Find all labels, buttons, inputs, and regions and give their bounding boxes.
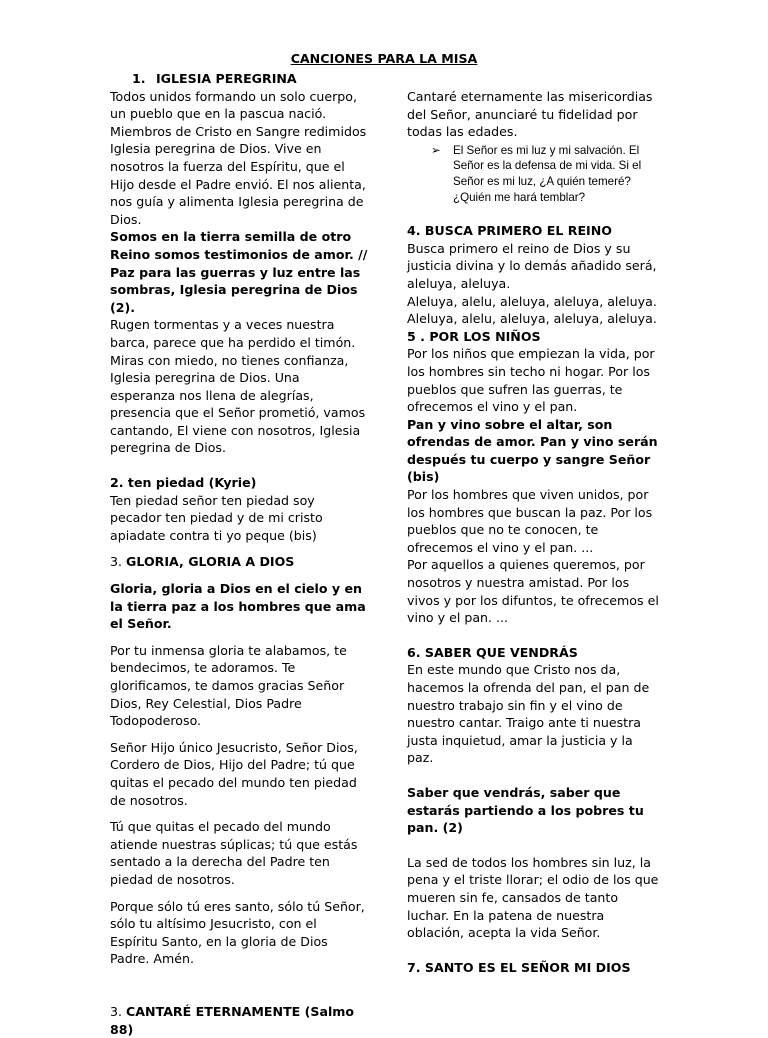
song-3-chorus: Gloria, gloria a Dios en el cielo y en la tierra paz a los hombres que ama el Señor. (110, 581, 366, 632)
song-3-title: GLORIA, GLORIA A DIOS (126, 554, 295, 570)
song-1-heading (110, 70, 368, 88)
right-column (407, 88, 661, 976)
song-3b-title: CANTARÉ ETERNAMENTE (Salmo 88) (110, 1003, 355, 1037)
song-3-verse-2: Señor Hijo único Jesucristo, Señor Dios, Cordero de Dios, Hijo del Padre; tú que quitas el pecado del mundo ten piedad de nosotros. (110, 739, 358, 808)
song-2-verse: Ten piedad señor ten piedad soy pecador ten piedad y de mi cristo apiadate contra ti yo peque (bis) (110, 492, 323, 543)
song-5-title: 5 . POR LOS NIÑOS (407, 328, 541, 344)
song-6-title: 6. SABER QUE VENDRÁS (407, 644, 578, 660)
song-1-chorus: Somos en la tierra semilla de otro Reino somos testimonios de amor. // Paz para las guerras y luz entre las sombras, Iglesia peregrina de Dios (2). (110, 229, 368, 315)
song-6-verse-2: La sed de todos los hombres sin luz, la pena y el triste llorar; el odio de los que mueren sin fe, cansados de tanto luchar. En la patena de nuestra oblación, acepta la vida Señor. (407, 854, 659, 941)
song-2-title: 2. ten piedad (Kyrie) (110, 475, 257, 491)
page-title: CANCIONES PARA LA MISA (290, 51, 478, 66)
song-6-verse-1: En este mundo que Cristo nos da, hacemos la ofrenda del pan, el pan de nuestro trabajo sin fin y el vino de nuestro cantar. Traigo ante ti nuestra justa inquietud, amar la justicia y la paz. (407, 662, 650, 766)
song-3-heading (110, 553, 368, 571)
song-4-alleluia-1: Aleluya, alelu, aleluya, aleluya, aleluya. (407, 293, 657, 309)
song-3-number: 3. (110, 554, 123, 570)
cantare-bullet (407, 143, 661, 205)
song-5-verse-2: Por los hombres que viven unidos, por los hombres que buscan la paz. Por los pueblos que no te conocen, te ofrecemos el vino y el pan. ... (407, 487, 653, 555)
song-3-verse-3: Tú que quitas el pecado del mundo atiende nuestras súplicas; tú que estás sentado a la derecha del Padre ten piedad de nosotros. (110, 819, 358, 887)
song-5-verse-1: Por los niños que empiezan la vida, por los hombres sin techo ni hogar. Por los pueblos que sufren las guerras, te ofrecemos el vino y el pan. (407, 346, 655, 415)
song-4-verse: Busca primero el reino de Dios y su justicia divina y lo demás añadido será, aleluya, aleluya. (407, 240, 657, 291)
song-3-verse-4: Porque sólo tú eres santo, sólo tú Señor, sólo tu altísimo Jesucristo, con el Espíritu Santo, en la gloria de Dios Padre. Amén. (110, 898, 365, 967)
left-column (110, 70, 368, 1038)
song-1-title: IGLESIA PEREGRINA (156, 71, 297, 86)
song-5-verse-3: Por aquellos a quienes queremos, por nosotros y nuestra amistad. Por los vivos y por los difuntos, te ofrecemos el vino y el pan. ... (407, 557, 659, 626)
song-6-chorus: Saber que vendrás, saber que estarás partiendo a los pobres tu pan. (2) (407, 784, 644, 836)
song-3-verse-1: Por tu inmensa gloria te alabamos, te bendecimos, te adoramos. Te glorificamos, te damos gracias Señor Dios, Rey Celestial, Dios Padre Todopoderoso. (110, 642, 347, 729)
song-4-title: 4. BUSCA PRIMERO EL REINO (407, 223, 612, 239)
song-1-verse-1: Todos unidos formando un solo cuerpo, un pueblo que en la pascua nació. Miembros de Cristo en Sangre redimidos Iglesia peregrina de Dios. Vive en nosotros la fuerza del Espíritu, que el Hijo desde el Padre envió. El nos alienta, nos guía y alimenta Iglesia peregrina de Dios. (110, 88, 367, 227)
song-1-number: 1. (132, 71, 146, 86)
song-3b-heading (110, 1003, 368, 1038)
song-3b-number: 3. (110, 1003, 123, 1019)
song-4-alleluia-2: Aleluya, alelu, aleluya, aleluya, aleluya. (407, 311, 657, 327)
arrow-bullet-icon: ➢ (431, 143, 441, 157)
song-7-title: 7. SANTO ES EL SEÑOR MI DIOS (407, 959, 631, 975)
song-1-verse-2: Rugen tormentas y a veces nuestra barca, parece que ha perdido el timón. Miras con miedo, no tienes confianza, Iglesia peregrina de Dios. Una esperanza nos llena de alegrías, presencia que el Señor prometió, vamos cantando, El viene con nosotros, Iglesia peregrina de Dios. (110, 317, 366, 456)
cantare-bullet-text: El Señor es mi luz y mi salvación. El Señor es la defensa de mi vida. Si el Señor es mi luz, ¿A quién temeré? ¿Quién me hará temblar? (453, 143, 642, 204)
cantare-refrain: Cantaré eternamente las misericordias del Señor, anunciaré tu fidelidad por todas las edades. (407, 89, 653, 140)
song-5-chorus: Pan y vino sobre el altar, son ofrendas de amor. Pan y vino serán después tu cuerpo y sangre Señor (bis) (407, 416, 658, 485)
